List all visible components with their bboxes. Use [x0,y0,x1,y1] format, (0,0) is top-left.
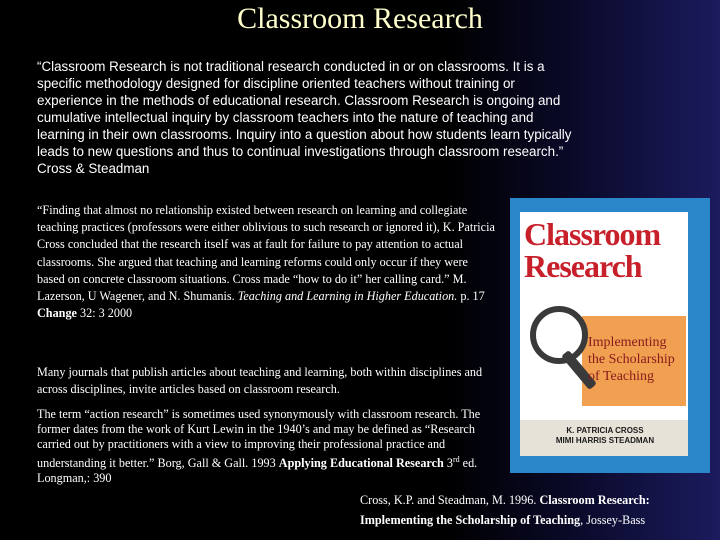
cross-steadman-quote: “Classroom Research is not traditional research conducted in or on classrooms. It is a specific methodology designed for discipline oriented teachers without training or experience in the methods of educational research. Classroom Research is ongoing and cumulative intellectual inquiry by classroom teachers into the nature of teaching and learning in their own classrooms. Inquiry into a question about how students learn typically leads to new questions and thus to continual investigations through classroom research.” Cross & Steadman [37,59,572,176]
cover-author1: K. PATRICIA CROSS [566,426,644,435]
book-citation [360,490,710,530]
action-research-text: The term “action research” is sometimes used synonymously with classroom research. The former dates from the work of Kurt Lewin in the 1940’s and may be defined as “Research carried out by practitioners with a view to improving their professional practice and understanding it better.” Borg, Gall & Gall. 1993 [37,407,481,471]
cover-subtitle-line3: of Teaching [588,369,655,384]
lazerson-page: p. 17 [457,289,485,304]
edition-suffix: rd [452,455,460,464]
cover-title [524,218,684,282]
action-research-paragraph [37,407,497,486]
citation-title-line1: Classroom Research: [539,493,650,507]
journal-issue: 32: 3 2000 [76,306,133,321]
cover-title-line1: Classroom [524,216,661,252]
citation-title-line2: Implementing the Scholarship of Teaching [360,513,581,527]
cover-subtitle [588,334,686,385]
cover-subtitle-line1: Implementing [588,335,667,350]
cover-author2: MIMI HARRIS STEADMAN [555,436,655,445]
book-cover [510,198,710,473]
cover-authors [522,426,688,446]
citation-authors: Cross, K.P. and Steadman, M. 1996. [360,493,540,507]
journal-name: Change [37,306,77,321]
magnifying-glass-icon [530,306,588,364]
lazerson-quote [37,202,497,322]
cover-subtitle-line2: the Scholarship [588,352,675,367]
cover-title-line2: Research [524,248,642,284]
edition-number: 3 [443,456,453,471]
slide-title: Classroom Research [237,2,483,35]
journals-paragraph: Many journals that publish articles about teaching and learning, both within disciplines and across disciplines, invite articles based on classroom research. [37,365,483,397]
lazerson-quote-text: “Finding that almost no relationship existed between research on learning and collegiate teaching practices (professors were either oblivious to such research or ignored it), K. Patricia Cross concluded that the research itself was at fault for failure to pay attention to actual classrooms. She argued that teaching and learning reforms could only occur if they were based on concrete classroom situations. Cross made “how to do it” her calling card.” M. Lazerson, U Wagener, and N. Shumanis. [37,203,495,304]
citation-publisher: , Jossey-Bass [580,513,646,527]
lazerson-book-title: Teaching and Learning in Higher Education. [237,289,458,304]
edition-rest: ed. Longman,: 390 [37,456,478,486]
borg-book-title: Applying Educational Research [278,456,444,471]
